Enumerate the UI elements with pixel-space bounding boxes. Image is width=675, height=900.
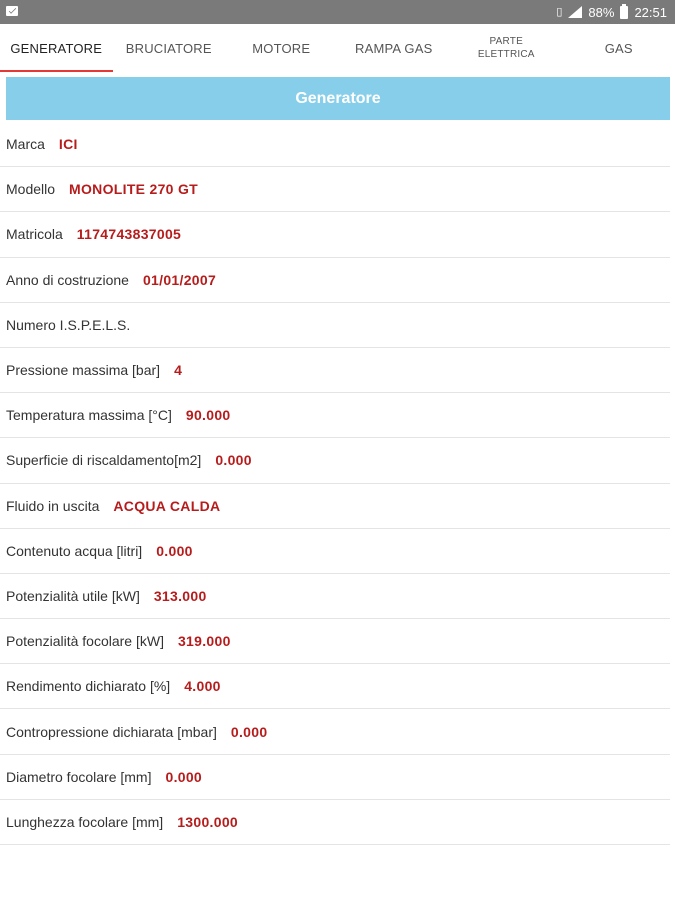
- tab-label: MOTORE: [252, 40, 311, 56]
- tab-rampa-gas[interactable]: [338, 24, 451, 72]
- field-row-contenuto[interactable]: [0, 529, 670, 574]
- field-label: Anno di costruzione: [6, 271, 129, 288]
- field-label: Lunghezza focolare [mm]: [6, 813, 164, 830]
- field-label: Temperatura massima [°C]: [6, 407, 172, 424]
- field-row-rendimento[interactable]: [0, 664, 670, 709]
- field-value: 0.000: [156, 542, 193, 559]
- field-row-diametro[interactable]: [0, 755, 670, 800]
- field-label: Contropressione dichiarata [mbar]: [6, 723, 217, 740]
- field-row-modello[interactable]: [0, 167, 670, 212]
- field-row-marca[interactable]: [0, 122, 670, 167]
- tab-label: PARTE ELETTRICA: [477, 36, 535, 60]
- mail-icon: [6, 6, 18, 16]
- tab-label: GAS: [604, 40, 633, 56]
- field-value: 4: [174, 362, 183, 379]
- field-value: 0.000: [215, 452, 252, 469]
- field-label: Matricola: [6, 226, 63, 243]
- field-label: Superficie di riscaldamento[m2]: [6, 452, 202, 469]
- field-value: 0.000: [165, 768, 203, 785]
- tab-label: BRUCIATORE: [125, 40, 212, 56]
- field-row-pot-focolare[interactable]: [0, 619, 670, 664]
- signal-icon: [568, 6, 582, 18]
- field-value: 4.000: [184, 678, 221, 695]
- clock: 22:51: [634, 4, 667, 20]
- field-row-ispels[interactable]: [0, 303, 670, 348]
- field-row-temperatura[interactable]: [0, 393, 670, 438]
- field-row-pressione[interactable]: [0, 348, 670, 393]
- field-value: 90.000: [185, 407, 231, 424]
- field-label: Rendimento dichiarato [%]: [6, 678, 171, 695]
- tab-parte-elettrica[interactable]: [450, 24, 563, 72]
- section-title: Generatore: [295, 89, 381, 107]
- field-label: Contenuto acqua [litri]: [6, 542, 143, 559]
- status-bar: [0, 0, 675, 24]
- field-label: Potenzialità focolare [kW]: [6, 633, 164, 650]
- vibrate-icon: ▯: [556, 6, 563, 18]
- tab-bar: [0, 24, 675, 72]
- field-label: Pressione massima [bar]: [6, 362, 161, 379]
- tab-label: GENERATORE: [10, 40, 103, 56]
- field-label: Diametro focolare [mm]: [6, 768, 152, 785]
- field-value: ACQUA CALDA: [113, 497, 221, 514]
- field-value: 313.000: [153, 587, 207, 604]
- tab-motore[interactable]: [225, 24, 338, 72]
- field-row-matricola[interactable]: [0, 212, 670, 257]
- tab-bruciatore[interactable]: [113, 24, 226, 72]
- field-label: Fluido in uscita: [6, 497, 100, 514]
- field-list: [0, 122, 675, 845]
- field-label: Numero I.S.P.E.L.S.: [6, 316, 131, 333]
- field-value: 01/01/2007: [142, 271, 217, 288]
- field-value: 0.000: [230, 723, 268, 740]
- section-header: [6, 77, 670, 120]
- battery-percent: 88%: [588, 4, 615, 20]
- field-label: Marca: [6, 136, 45, 153]
- field-value: ICI: [58, 136, 78, 153]
- field-row-lunghezza[interactable]: [0, 800, 670, 845]
- field-row-contropressione[interactable]: [0, 709, 670, 754]
- field-label: Modello: [6, 181, 56, 198]
- field-row-pot-utile[interactable]: [0, 574, 670, 619]
- battery-icon: [620, 6, 628, 19]
- field-value: 1174743837005: [76, 226, 182, 243]
- tab-gas[interactable]: [563, 24, 675, 72]
- tab-generatore[interactable]: [0, 24, 113, 72]
- field-value: 319.000: [177, 633, 231, 650]
- field-row-fluido[interactable]: [0, 484, 670, 529]
- field-row-superficie[interactable]: [0, 438, 670, 483]
- field-row-anno[interactable]: [0, 258, 670, 303]
- field-value: MONOLITE 270 GT: [69, 181, 198, 198]
- field-label: Potenzialità utile [kW]: [6, 587, 140, 604]
- field-value: 1300.000: [177, 813, 238, 830]
- status-icons: [556, 0, 667, 24]
- tab-label: RAMPA GAS: [355, 40, 433, 56]
